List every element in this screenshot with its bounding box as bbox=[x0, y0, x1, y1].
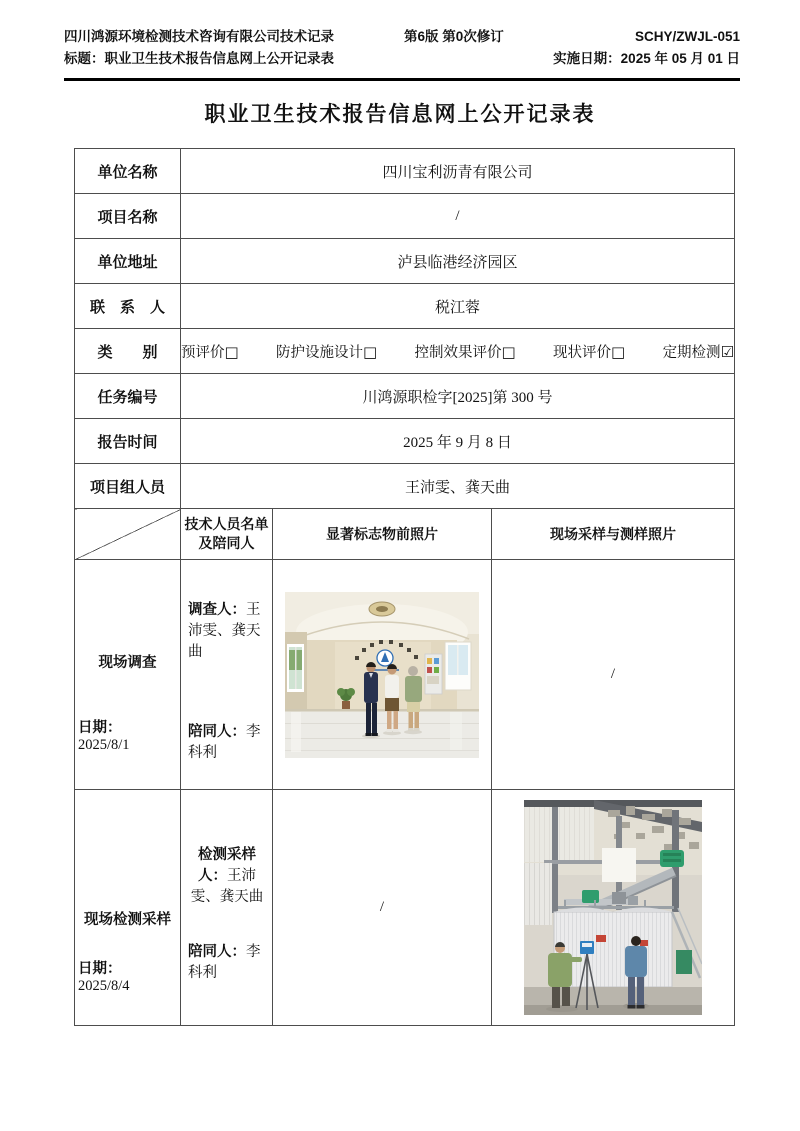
table-row bbox=[75, 374, 735, 419]
category-row bbox=[75, 329, 735, 374]
category-option-status-eval: 现状评价□ bbox=[553, 342, 626, 361]
plant-sampling-photo bbox=[524, 800, 702, 1015]
checkbox-icon: □ bbox=[224, 342, 239, 361]
sampling-photo-placeholder: / bbox=[492, 560, 735, 790]
category-label: 类 别 bbox=[75, 329, 181, 374]
table-row bbox=[75, 464, 735, 509]
sampling-photo-cell bbox=[492, 790, 735, 1026]
unit-name-value: 四川宝利沥青有限公司 bbox=[181, 149, 735, 194]
landmark-photo-cell bbox=[273, 560, 492, 790]
report-date-label: 报告时间 bbox=[75, 419, 181, 464]
landmark-photo-placeholder: / bbox=[273, 790, 492, 1026]
col-header-landmark-photo: 显著标志物前照片 bbox=[273, 509, 492, 560]
header-impl-date: 实施日期：2025 年 05 月 01 日 bbox=[553, 51, 740, 66]
report-date-value: 2025 年 9 月 8 日 bbox=[181, 419, 735, 464]
site-sampling-row bbox=[75, 790, 735, 1026]
unit-address-label: 单位地址 bbox=[75, 239, 181, 284]
record-table bbox=[74, 148, 735, 1026]
escort-entry: 陪同人：李科利 bbox=[188, 723, 261, 761]
project-team-value: 王沛雯、龚天曲 bbox=[181, 464, 735, 509]
header-line-1 bbox=[64, 26, 740, 48]
table-row bbox=[75, 284, 735, 329]
contact-person-label: 联 系 人 bbox=[75, 284, 181, 329]
category-options bbox=[181, 329, 735, 374]
header-doc-title: 标题：职业卫生技术报告信息网上公开记录表 bbox=[64, 51, 334, 66]
sampler-entry: 检测采样人：王沛雯、龚天曲 bbox=[190, 847, 264, 905]
table-row bbox=[75, 194, 735, 239]
task-number-value: 川鸿源职检字[2025]第 300 号 bbox=[181, 374, 735, 419]
unit-name-label: 单位名称 bbox=[75, 149, 181, 194]
contact-person-value: 税江蓉 bbox=[181, 284, 735, 329]
activity-name: 现场检测采样 bbox=[84, 912, 171, 928]
site-sampling-personnel-cell bbox=[181, 790, 273, 1026]
escort-entry: 陪同人：李科利 bbox=[188, 944, 261, 981]
checkbox-icon: □ bbox=[363, 342, 378, 361]
table-row bbox=[75, 239, 735, 284]
project-name-value: / bbox=[181, 194, 735, 239]
header-doc-code: SCHY/ZWJL-051 bbox=[634, 29, 740, 44]
diagonal-header-cell bbox=[75, 509, 181, 560]
header-version: 第6版 第0次修订 bbox=[404, 29, 504, 44]
date-label: 日期： bbox=[78, 720, 122, 736]
date-value: 2025/8/1 bbox=[78, 737, 130, 753]
category-option-periodic-test: 定期检测☑ bbox=[662, 342, 735, 361]
document-header bbox=[64, 26, 740, 81]
col-header-sampling-photo: 现场采样与测样照片 bbox=[492, 509, 735, 560]
person-navy-uniform bbox=[364, 662, 378, 736]
project-name-label: 项目名称 bbox=[75, 194, 181, 239]
date-label: 日期： bbox=[78, 961, 122, 977]
site-survey-row bbox=[75, 560, 735, 790]
lobby-group-photo bbox=[285, 592, 479, 758]
surveyor-entry: 调查人：王沛雯、龚天曲 bbox=[188, 601, 261, 660]
checkbox-icon: □ bbox=[501, 342, 516, 361]
table-row bbox=[75, 149, 735, 194]
page-title: 职业卫生技术报告信息网上公开记录表 bbox=[204, 103, 596, 126]
site-survey-activity-cell bbox=[75, 560, 181, 790]
date-value: 2025/8/4 bbox=[78, 978, 130, 994]
category-option-pre-eval: 预评价□ bbox=[181, 342, 239, 361]
category-option-protection-design: 防护设施设计□ bbox=[276, 342, 378, 361]
category-option-control-effect: 控制效果评价□ bbox=[414, 342, 516, 361]
activity-name: 现场调查 bbox=[98, 655, 157, 671]
col-header-personnel: 技术人员名单及陪同人 bbox=[181, 509, 273, 560]
checkbox-checked-icon: ☑ bbox=[720, 342, 735, 361]
site-sampling-activity-cell bbox=[75, 790, 181, 1026]
unit-address-value: 泸县临港经济园区 bbox=[181, 239, 735, 284]
task-number-label: 任务编号 bbox=[75, 374, 181, 419]
header-org-record: 四川鸿源环境检测技术咨询有限公司技术记录 bbox=[64, 29, 334, 44]
checkbox-icon: □ bbox=[611, 342, 626, 361]
project-team-label: 项目组人员 bbox=[75, 464, 181, 509]
header-line-2 bbox=[64, 48, 740, 70]
site-survey-personnel-cell bbox=[181, 560, 273, 790]
table-row bbox=[75, 419, 735, 464]
photo-header-row bbox=[75, 509, 735, 560]
